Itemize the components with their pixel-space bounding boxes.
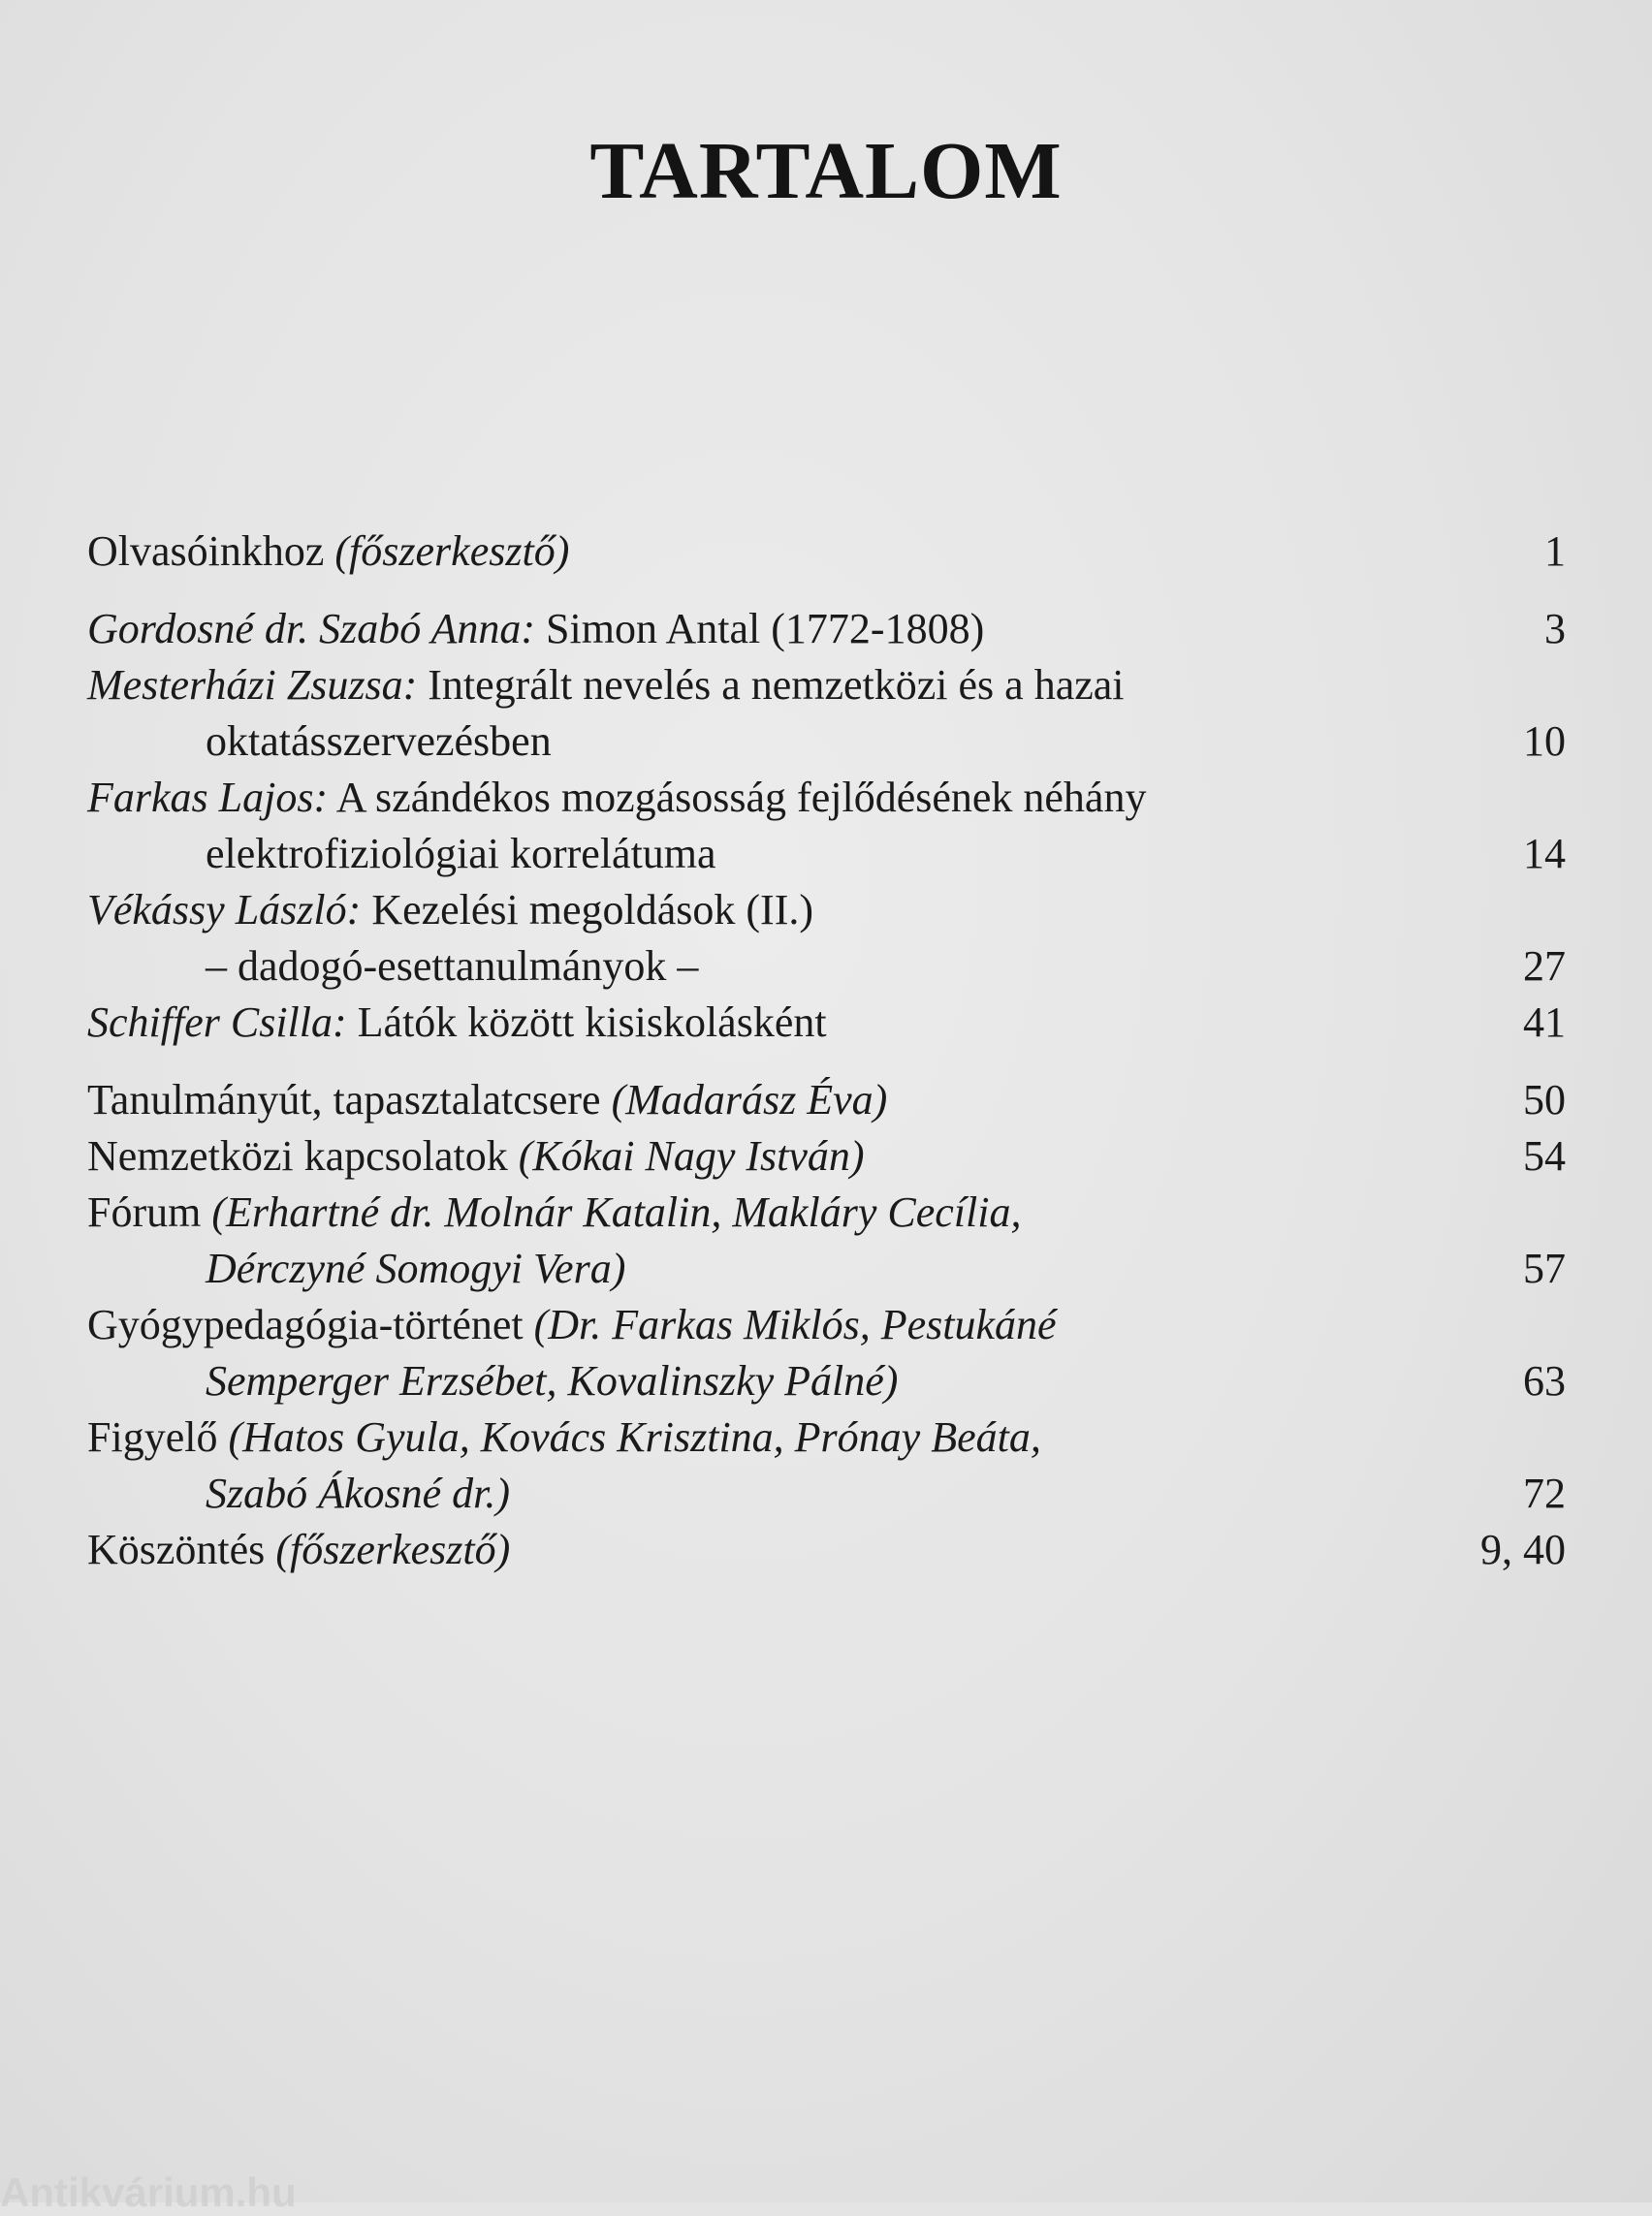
toc-entry-author: Dérczyné Somogyi Vera) <box>206 1245 626 1292</box>
toc-entry-author: (főszerkesztő) <box>275 1526 511 1573</box>
toc-entry-title: Fórum <box>87 1188 212 1236</box>
page-title: TARTALOM <box>589 126 1063 216</box>
toc-entry-line <box>87 1353 1420 1409</box>
toc-entry-author: Gordosné dr. Szabó Anna: <box>87 605 536 652</box>
toc-page-number: 41 <box>1523 998 1566 1046</box>
toc-page-number: 14 <box>1523 830 1566 877</box>
toc-entry-line <box>87 1185 1420 1241</box>
toc-entry-title: Köszöntés <box>87 1526 276 1573</box>
toc-page-number: 63 <box>1523 1357 1566 1405</box>
toc-entry <box>87 1072 1566 1128</box>
toc-entry-title: A szándékos mozgásosság fejlődésének néhány <box>328 774 1147 821</box>
toc-entry-author: Mesterházi Zsuzsa: <box>87 661 418 709</box>
toc-entry-author: (Madarász Éva) <box>611 1076 888 1124</box>
toc-entry-title: – dadogó-esettanulmányok – <box>206 942 699 990</box>
toc-entry <box>87 882 1566 995</box>
table-of-contents <box>87 523 1566 1578</box>
toc-entry <box>87 770 1566 882</box>
toc-entry <box>87 1128 1566 1185</box>
toc-entry-title: Tanulmányút, tapasztalatcsere <box>87 1076 612 1124</box>
toc-page-number: 10 <box>1523 717 1566 765</box>
toc-entry-title: oktatásszervezésben <box>206 717 552 765</box>
toc-entry-author: Schiffer Csilla: <box>87 998 347 1046</box>
toc-entry-author: Vékássy László: <box>87 886 362 934</box>
toc-entry-author: Semperger Erzsébet, Kovalinszky Pálné) <box>206 1357 899 1405</box>
toc-page-number: 50 <box>1523 1076 1566 1124</box>
toc-entry-line <box>87 1466 1420 1522</box>
toc-entry-author: (Dr. Farkas Miklós, Pestukáné <box>533 1301 1057 1348</box>
toc-entry-line <box>87 1241 1420 1297</box>
toc-entry <box>87 1185 1566 1297</box>
toc-page-number: 57 <box>1523 1245 1566 1292</box>
toc-page-number: 27 <box>1523 942 1566 990</box>
toc-entry-line <box>87 1297 1420 1353</box>
toc-entry-line <box>87 882 1420 938</box>
toc-entry <box>87 1297 1566 1409</box>
toc-entry-author: (Kókai Nagy István) <box>518 1132 865 1180</box>
toc-entry-line <box>87 1522 1420 1578</box>
toc-entry-line <box>87 601 1420 657</box>
toc-page-number: 72 <box>1523 1470 1566 1517</box>
toc-entry-author: Szabó Ákosné dr.) <box>206 1470 511 1517</box>
toc-entry-author: (Hatos Gyula, Kovács Krisztina, Prónay Beáta, <box>228 1413 1041 1461</box>
toc-entry-line <box>87 657 1420 713</box>
toc-page-number: 3 <box>1544 605 1566 652</box>
toc-entry-line <box>87 995 1420 1051</box>
toc-entry-title: Nemzetközi kapcsolatok <box>87 1132 519 1180</box>
toc-entry-title: Simon Antal (1772-1808) <box>535 605 985 652</box>
toc-entry-line <box>87 938 1420 995</box>
toc-entry-title: Gyógypedagógia-történet <box>87 1301 534 1348</box>
toc-entry-author: Farkas Lajos: <box>87 774 329 821</box>
toc-entry-title: Olvasóinkhoz <box>87 527 335 575</box>
toc-entry-line <box>87 1409 1420 1466</box>
toc-entry-line <box>87 1128 1420 1185</box>
toc-entry-title: elektrofiziológiai korrelátuma <box>206 830 716 877</box>
toc-entry <box>87 995 1566 1051</box>
toc-entry-line <box>87 523 1420 580</box>
toc-entry-title: Integrált nevelés a nemzetközi és a hazai <box>417 661 1125 709</box>
toc-entry-author: (főszerkesztő) <box>334 527 570 575</box>
toc-page-number: 1 <box>1544 527 1566 575</box>
toc-entry-line <box>87 713 1420 770</box>
toc-entry-title: Figyelő <box>87 1413 229 1461</box>
toc-entry-author: (Erhartné dr. Molnár Katalin, Makláry Cecília, <box>211 1188 1022 1236</box>
toc-entry-line <box>87 826 1420 882</box>
toc-entry <box>87 1522 1566 1578</box>
toc-entry-title: Kezelési megoldások (II.) <box>361 886 814 934</box>
watermark: Antikvárium.hu <box>0 2169 297 2215</box>
toc-entry-line <box>87 1072 1420 1128</box>
toc-entry <box>87 523 1566 580</box>
toc-entry <box>87 657 1566 770</box>
toc-entry-title: Látók között kisiskolásként <box>346 998 827 1046</box>
toc-page-number: 54 <box>1523 1132 1566 1180</box>
toc-entry-line <box>87 770 1420 826</box>
toc-entry <box>87 1409 1566 1522</box>
toc-page-number: 9, 40 <box>1480 1526 1566 1573</box>
toc-entry <box>87 601 1566 657</box>
